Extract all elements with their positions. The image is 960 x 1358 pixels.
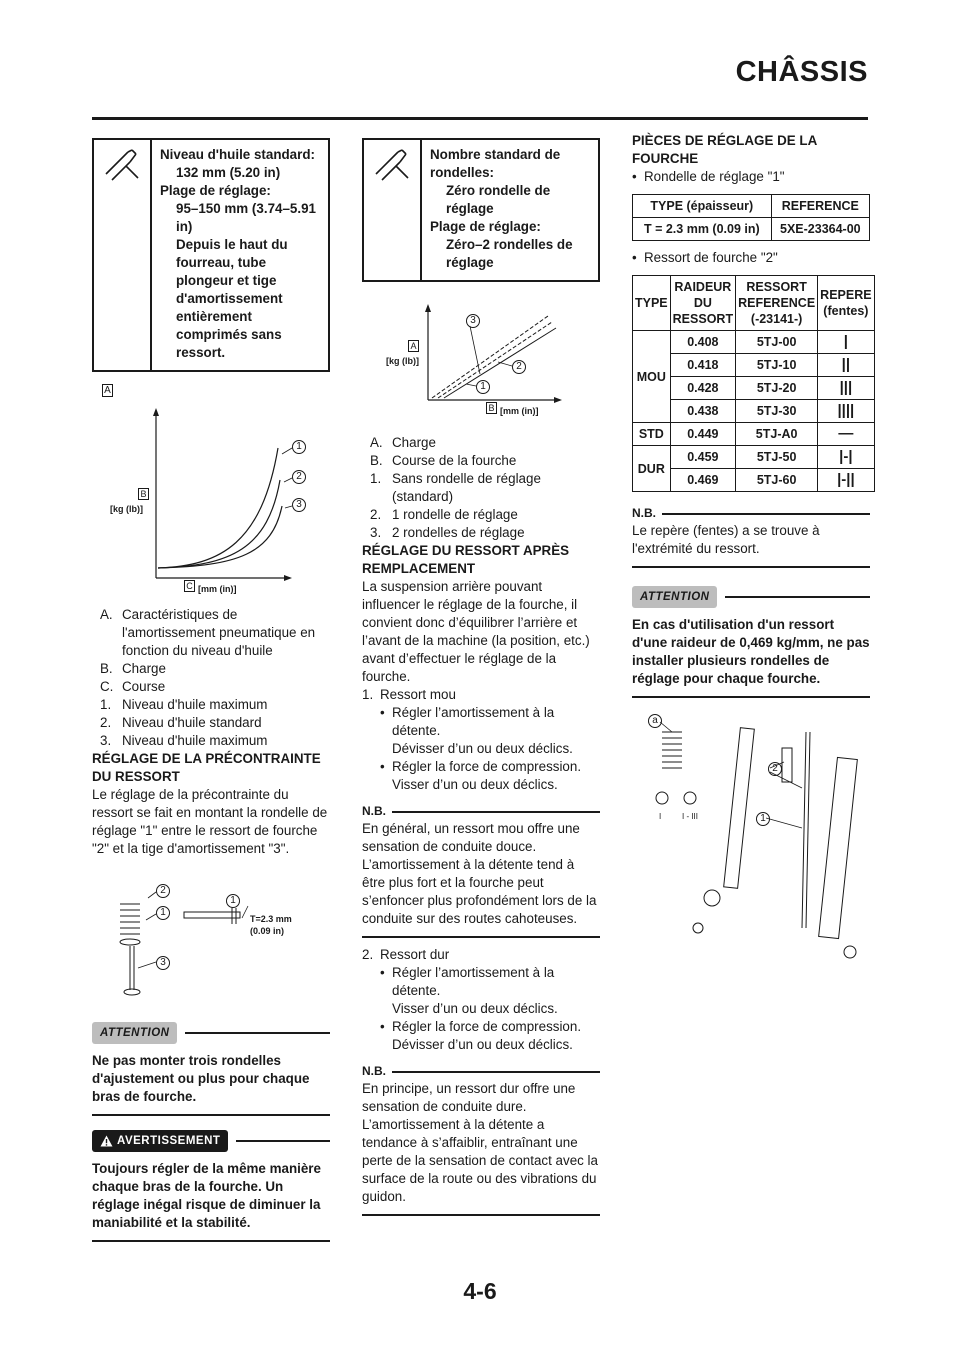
bullet-sub: Dévisser d’un ou deux déclics. (392, 741, 573, 756)
section-heading: RÉGLAGE DE LA PRÉCONTRAINTE DU RESSORT (92, 751, 321, 784)
body-text: Le réglage de la précontrainte du ressort se fait en montant la rondelle de réglage "1" entre le ressort de fourche "2" et la tige d'amortissement "3". (92, 787, 328, 856)
mark-label: I - III (682, 812, 698, 821)
legend-key: 1. (370, 471, 382, 486)
callout-a: a (648, 714, 662, 728)
spec-line: Plage de réglage: (160, 183, 271, 198)
legend-key: 1. (100, 697, 112, 712)
table-row (633, 446, 875, 469)
page-number: 4-6 (463, 1278, 497, 1304)
spec-line: Niveau d'huile standard: (160, 147, 315, 162)
column-2 (362, 138, 600, 1224)
spring-table (632, 275, 875, 492)
callout-1: 1 (292, 440, 306, 454)
table-cell: — (818, 423, 874, 446)
bullet-text: Régler l’amortissement à la détente. (392, 705, 555, 738)
warning-icon (100, 1135, 113, 1147)
axis-y-label: [kg (lb)] (110, 504, 143, 514)
bullet-sub: Dévisser d’un ou deux déclics. (392, 1037, 573, 1052)
table-cell: 5TJ-A0 (736, 423, 818, 446)
nb-header (632, 504, 870, 522)
spec-box-washers (362, 138, 600, 282)
nb-text: Le repère (fentes) a se trouve à l'extrémité du ressort. (632, 523, 820, 556)
callout-1: 1 (156, 906, 170, 920)
legend-key: A. (100, 607, 113, 622)
attention-text: Ne pas monter trois rondelles d'ajustement ou plus pour chaque bras de fourche. (92, 1053, 310, 1104)
legend-key: 3. (100, 733, 112, 748)
legend-item (370, 470, 600, 506)
callout-3: 3 (156, 956, 170, 970)
table-cell: 5TJ-30 (736, 400, 818, 423)
spec-line: Zéro rondelle de réglage (446, 183, 551, 216)
legend-value: Course de la fourche (392, 453, 517, 468)
attention-header (92, 1022, 330, 1044)
table-cell: | (818, 331, 874, 354)
bullet: • Rondelle de réglage "1" (632, 169, 785, 184)
legend-key: 3. (370, 525, 382, 540)
legend-key: A. (370, 435, 383, 450)
column-1 (92, 138, 330, 1250)
legend-key: B. (100, 661, 113, 676)
figure-label-a: A (102, 384, 113, 397)
legend-value: Charge (392, 435, 436, 450)
bullet: • Régler la force de compression. (380, 1019, 582, 1034)
thickness-label-in: (0.09 in) (250, 926, 285, 936)
legend-value: Niveau d'huile standard (122, 715, 262, 730)
table-cell: 0.438 (670, 400, 735, 423)
table-row (633, 331, 875, 354)
legend-item (370, 434, 600, 452)
warning-label: AVERTISSEMENT (117, 1135, 221, 1147)
nb-label: N.B. (362, 804, 386, 818)
legend-list (92, 606, 330, 750)
spec-line: 132 mm (5.20 in) (176, 165, 281, 180)
column-3 (632, 132, 870, 978)
callout-2: 2 (768, 762, 782, 776)
bullet-text: Régler l’amortissement à la détente. (392, 965, 555, 998)
callout-3: 3 (292, 498, 306, 512)
legend-key: 2. (100, 715, 112, 730)
attention-text: En cas d'utilisation d'un ressort d'une raideur de 0,469 kg/mm, ne pas installer plusieurs rondelles de réglage pour chaque fourche. (632, 617, 870, 686)
callout-2: 2 (292, 470, 306, 484)
spec-line: Nombre standard de rondelles: (430, 147, 561, 180)
type-cell: MOU (633, 331, 671, 423)
legend-item (100, 606, 330, 660)
attention-tag: ATTENTION (92, 1022, 177, 1044)
spec-line: Plage de réglage: (430, 219, 541, 234)
axis-y-label: [kg (lb)] (386, 356, 419, 366)
divider (362, 936, 600, 938)
wrench-icon (94, 140, 152, 370)
legend-key: B. (370, 453, 383, 468)
figure-label-a: A (408, 340, 419, 352)
spec-line: Zéro–2 rondelles de réglage (446, 237, 573, 270)
warning-tag (92, 1130, 228, 1152)
washer-table (632, 194, 870, 241)
divider (632, 696, 870, 698)
spec-box-oil-level (92, 138, 330, 372)
legend-item (100, 732, 330, 750)
legend-value: Caractéristiques de l'amortissement pneumatique en fonction du niveau d'huile (122, 607, 316, 658)
figure-label-b: B (138, 488, 149, 500)
divider (632, 566, 870, 568)
legend-item (370, 452, 600, 470)
legend-item (100, 678, 330, 696)
table-cell: 5TJ-60 (736, 469, 818, 492)
spec-text (422, 140, 598, 280)
step-number: 1. (362, 687, 374, 702)
legend-item (370, 506, 600, 524)
callout-2: 2 (156, 884, 170, 898)
table-cell: 0.418 (670, 354, 735, 377)
table-cell: 0.469 (670, 469, 735, 492)
bullet-sub: Visser d’un ou deux déclics. (392, 1001, 558, 1016)
nb-label: N.B. (632, 506, 656, 520)
callout-1-washer: 1 (226, 894, 240, 908)
legend-value: Niveau d'huile maximum (122, 697, 268, 712)
legend-value: Course (122, 679, 166, 694)
table-cell: |-| (818, 446, 874, 469)
divider (92, 1240, 330, 1242)
figure-label-b: B (486, 402, 497, 414)
bullet-text: Régler la force de compression. (392, 759, 582, 774)
nb-header (362, 802, 600, 820)
preload-diagram (92, 868, 330, 1008)
axis-x-label: [mm (in)] (198, 584, 237, 594)
figure-label-c: C (184, 580, 195, 592)
legend-item (100, 696, 330, 714)
spec-text (152, 140, 328, 370)
table-cell: 0.449 (670, 423, 735, 446)
table-cell: 5TJ-20 (736, 377, 818, 400)
thickness-label: T=2.3 mm (250, 914, 292, 924)
nb-header (362, 1062, 600, 1080)
callout-1: 1 (476, 380, 490, 394)
table-cell: ||| (818, 377, 874, 400)
fork-exploded-diagram (632, 715, 870, 978)
table-cell: |-|| (818, 469, 874, 492)
legend-list (362, 434, 600, 542)
table-cell: 5XE-23364-00 (771, 218, 869, 241)
callout-1: 1 (756, 812, 770, 826)
table-header: REPERE (fentes) (818, 276, 874, 331)
legend-item (100, 714, 330, 732)
table-cell: 0.428 (670, 377, 735, 400)
legend-key: 2. (370, 507, 382, 522)
divider (92, 1114, 330, 1116)
legend-value: Charge (122, 661, 166, 676)
table-cell: 5TJ-10 (736, 354, 818, 377)
nb-text: En général, un ressort mou offre une sensation de conduite douce. L’amortissement à la détente tend à être plus fort et la fourche peut s’enfoncer plus profondément lors de la conduite sur des routes cahoteuses. (362, 821, 597, 926)
legend-value: 1 rondelle de réglage (392, 507, 518, 522)
bullet: • Régler la force de compression. (380, 759, 582, 774)
table-row (633, 423, 875, 446)
type-cell: STD (633, 423, 671, 446)
section-heading: PIÈCES DE RÉGLAGE DE LA FOURCHE (632, 133, 817, 166)
table-row (633, 218, 870, 241)
top-rule (92, 117, 868, 120)
nb-text: En principe, un ressort dur offre une sensation de conduite dure. L’amortissement à la détente a tendance à s’affaiblir, entraînant une perte de la sensation de contact avec la surface de la route ou des vibrations du guidon. (362, 1081, 598, 1204)
step-title: Ressort dur (380, 947, 450, 962)
table-header: REFERENCE (771, 195, 869, 218)
wrench-icon (364, 140, 422, 280)
axis-x-label: [mm (in)] (500, 406, 539, 416)
attention-header (632, 586, 870, 608)
table-header: RESSORT REFERENCE (-23141-) (736, 276, 818, 331)
bullet: • Ressort de fourche "2" (632, 250, 778, 265)
legend-item (370, 524, 600, 542)
step-number: 2. (362, 947, 374, 962)
load-stroke-graph (362, 296, 600, 428)
table-header: TYPE (épaisseur) (633, 195, 772, 218)
callout-3: 3 (466, 314, 480, 328)
step-2 (362, 946, 600, 964)
spec-line: 95–150 mm (3.74–5.91 in) (176, 201, 316, 234)
table-cell: 5TJ-50 (736, 446, 818, 469)
bullet: • Régler l’amortissement à la détente. (362, 964, 600, 1000)
table-cell: || (818, 354, 874, 377)
bullet-sub: Visser d’un ou deux déclics. (392, 777, 558, 792)
page-title: CHÂSSIS (735, 56, 868, 88)
table-cell: T = 2.3 mm (0.09 in) (633, 218, 772, 241)
warning-text: Toujours régler de la même manière chaque bras de la fourche. Un réglage inégal risque de diminuer la maniabilité et la stabilité. (92, 1161, 321, 1230)
table-header: RAIDEUR DU RESSORT (670, 276, 735, 331)
table-cell: |||| (818, 400, 874, 423)
table-cell: 0.408 (670, 331, 735, 354)
legend-key: C. (100, 679, 114, 694)
section-heading: RÉGLAGE DU RESSORT APRÈS REMPLACEMENT (362, 543, 570, 576)
table-cell: 5TJ-00 (736, 331, 818, 354)
oil-level-graph (92, 382, 330, 596)
step-title: Ressort mou (380, 687, 456, 702)
legend-value: Niveau d'huile maximum (122, 733, 268, 748)
spec-line: Depuis le haut du fourreau, tube plongeur et tige d'amortissement entièrement comprimés sans ressort. (176, 237, 288, 360)
type-cell: DUR (633, 446, 671, 492)
legend-value: 2 rondelles de réglage (392, 525, 525, 540)
warning-header (92, 1130, 330, 1152)
bullet-text: Régler la force de compression. (392, 1019, 582, 1034)
mark-label: I (659, 812, 662, 821)
attention-tag: ATTENTION (632, 586, 717, 608)
table-header: TYPE (633, 276, 671, 331)
nb-label: N.B. (362, 1064, 386, 1078)
step-1 (362, 686, 600, 704)
callout-2: 2 (512, 360, 526, 374)
legend-value: Sans rondelle de réglage (standard) (392, 471, 541, 504)
bullet-text: Rondelle de réglage "1" (644, 169, 785, 184)
body-text: La suspension arrière pouvant influencer le réglage de la fourche, il convient donc d’équilibrer l’arrière et l’avant de la machine (la position, etc.) avant d’effectuer le réglage de la fourche. (362, 579, 590, 684)
bullet-text: Ressort de fourche "2" (644, 250, 778, 265)
legend-item (100, 660, 330, 678)
divider (362, 1214, 600, 1216)
bullet: • Régler l’amortissement à la détente. (362, 704, 600, 740)
table-cell: 0.459 (670, 446, 735, 469)
